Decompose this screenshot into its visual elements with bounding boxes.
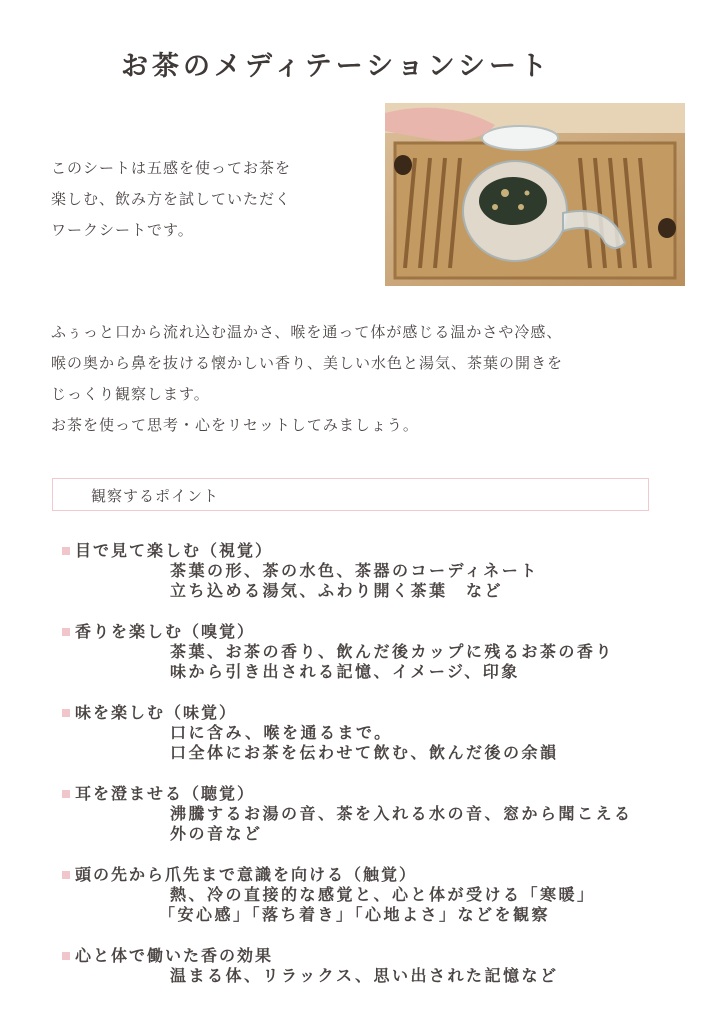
description-line: ふぅっと口から流れ込む温かさ、喉を通って体が感じる温かさや冷感、 (51, 323, 563, 341)
intro-line: 楽しむ、飲み方を試していただく (51, 190, 292, 208)
section-line: 沸騰するお湯の音、茶を入れる水の音、窓から聞こえる (170, 804, 633, 823)
section-line: 温まる体、リラックス、思い出された記憶など (170, 966, 559, 985)
teapot-photo (385, 103, 685, 286)
intro-text (51, 153, 371, 246)
points-heading: 観察するポイント (91, 487, 220, 505)
section-heading-text: 目で見て楽しむ（視覚） (75, 541, 274, 560)
section-line: 口全体にお茶を伝わせて飲む、飲んだ後の余韻 (170, 743, 559, 762)
section-heading-text: 耳を澄ませる（聴覚） (75, 784, 256, 803)
description-line: じっくり観察します。 (51, 385, 210, 403)
section-touch (62, 864, 682, 925)
section-smell (62, 621, 682, 682)
section-heading-text: 味を楽しむ（味覚） (75, 703, 238, 722)
section-taste (62, 702, 682, 763)
observation-sections (62, 540, 682, 1006)
bullet-square (62, 709, 70, 717)
bullet-square (62, 952, 70, 960)
section-heading (62, 621, 682, 642)
section-line: 外の音など (170, 824, 263, 843)
section-line: 「安心感」「落ち着き」「心地よさ」などを観察 (159, 905, 551, 924)
section-line: 立ち込める湯気、ふわり開く茶葉 など (170, 581, 504, 600)
section-line: 茶葉、お茶の香り、飲んだ後カップに残るお茶の香り (170, 642, 614, 661)
bullet-square (62, 547, 70, 555)
bullet-square (62, 871, 70, 879)
section-heading (62, 864, 682, 885)
section-line: 茶葉の形、茶の水色、茶器のコーディネート (170, 561, 539, 580)
section-heading (62, 702, 682, 723)
section-heading-text: 頭の先から爪先まで意識を向ける（触覚） (75, 865, 418, 884)
section-effect (62, 945, 682, 986)
section-line: 口に含み、喉を通るまで。 (170, 723, 393, 742)
description-line: 喉の奥から鼻を抜ける懐かしい香り、美しい水色と湯気、茶葉の開きを (51, 354, 564, 372)
section-heading (62, 540, 682, 561)
intro-line: ワークシートです。 (51, 221, 194, 239)
section-heading (62, 783, 682, 804)
intro-line: このシートは五感を使ってお茶を (51, 159, 292, 177)
section-heading-text: 心と体で働いた香の効果 (75, 946, 274, 965)
page-title: お茶のメディテーションシート (120, 51, 552, 82)
bullet-square (62, 628, 70, 636)
points-heading-box (52, 478, 649, 511)
section-hearing (62, 783, 682, 844)
description-text (51, 317, 671, 441)
section-heading-text: 香りを楽しむ（嗅覚） (75, 622, 256, 641)
section-line: 味から引き出される記憶、イメージ、印象 (170, 662, 520, 681)
section-heading (62, 945, 682, 966)
section-line: 熱、冷の直接的な感覚と、心と体が受ける「寒暖」 (170, 885, 596, 904)
bullet-square (62, 790, 70, 798)
description-line: お茶を使って思考・心をリセットしてみましょう。 (51, 416, 419, 434)
section-sight (62, 540, 682, 601)
